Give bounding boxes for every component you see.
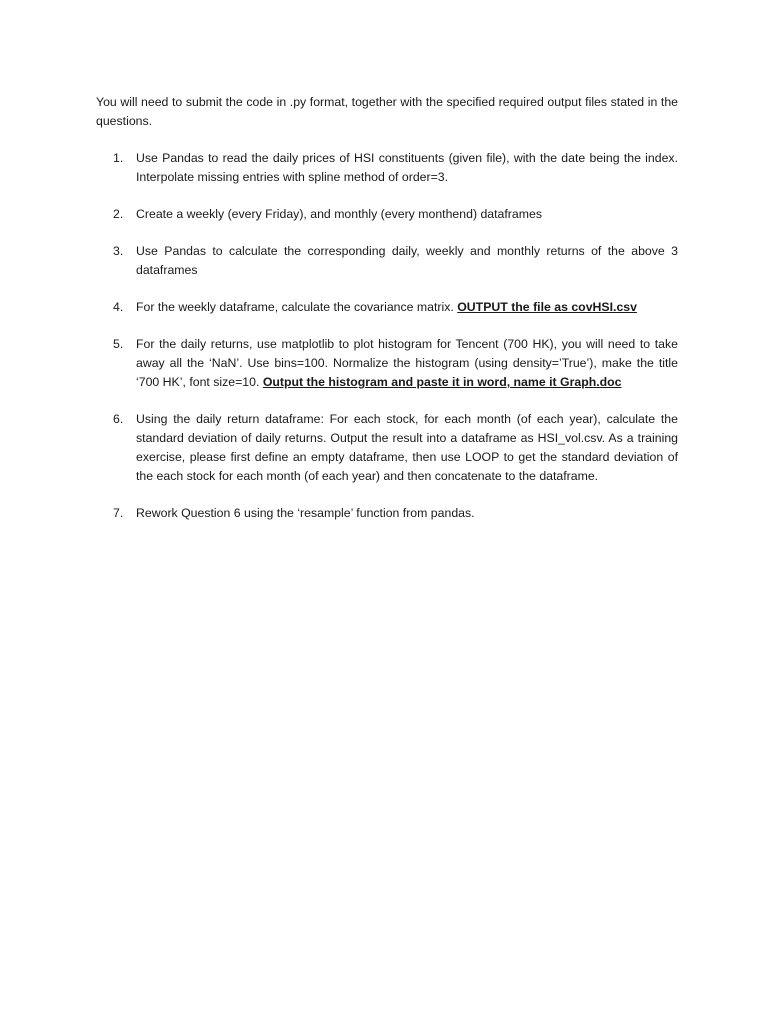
question-item-4 <box>96 298 678 317</box>
question-number: 6. <box>113 412 124 426</box>
question-item-3 <box>96 242 678 280</box>
question-text: Use Pandas to calculate the corresponding daily, weekly and monthly returns of the above 3 dataframes <box>136 244 678 277</box>
question-text: Create a weekly (every Friday), and monthly (every monthend) dataframes <box>136 207 542 221</box>
question-item-7 <box>96 504 678 523</box>
intro-paragraph: You will need to submit the code in .py format, together with the specified required output files stated in the questions. <box>96 95 678 128</box>
question-text: For the daily returns, use matplotlib to plot histogram for Tencent (700 HK), you will need to take away all the ‘NaN’. Use bins=100. Normalize the histogram (using density=’True’), make the title ‘700 HK’, font size=10. <box>136 337 678 389</box>
required-output-note: Output the histogram and paste it in word, name it Graph.doc <box>262 375 622 389</box>
question-text: Using the daily return dataframe: For each stock, for each month (of each year), calculate the standard deviation of daily returns. Output the result into a dataframe as HSI_vol.csv. As a training exercise, please first define an empty dataframe, then use LOOP to get the standard deviation of the each stock for each month (of each year) and then concatenate to the dataframe. <box>136 412 678 483</box>
question-number: 1. <box>113 151 124 165</box>
question-item-1 <box>96 149 678 187</box>
question-number: 5. <box>113 337 124 351</box>
question-item-2 <box>96 205 678 224</box>
question-list <box>96 149 678 541</box>
question-item-5 <box>96 335 678 392</box>
question-number: 4. <box>113 300 124 314</box>
question-text: Rework Question 6 using the ‘resample’ function from pandas. <box>136 506 475 520</box>
required-output-note: OUTPUT the file as covHSI.csv <box>457 300 637 314</box>
question-number: 3. <box>113 244 124 258</box>
question-text: Use Pandas to read the daily prices of HSI constituents (given file), with the date being the index. Interpolate missing entries with spline method of order=3. <box>136 151 678 184</box>
question-number: 2. <box>113 207 124 221</box>
question-number: 7. <box>113 506 124 520</box>
question-text: For the weekly dataframe, calculate the covariance matrix. <box>136 300 458 314</box>
question-item-6 <box>96 410 678 486</box>
